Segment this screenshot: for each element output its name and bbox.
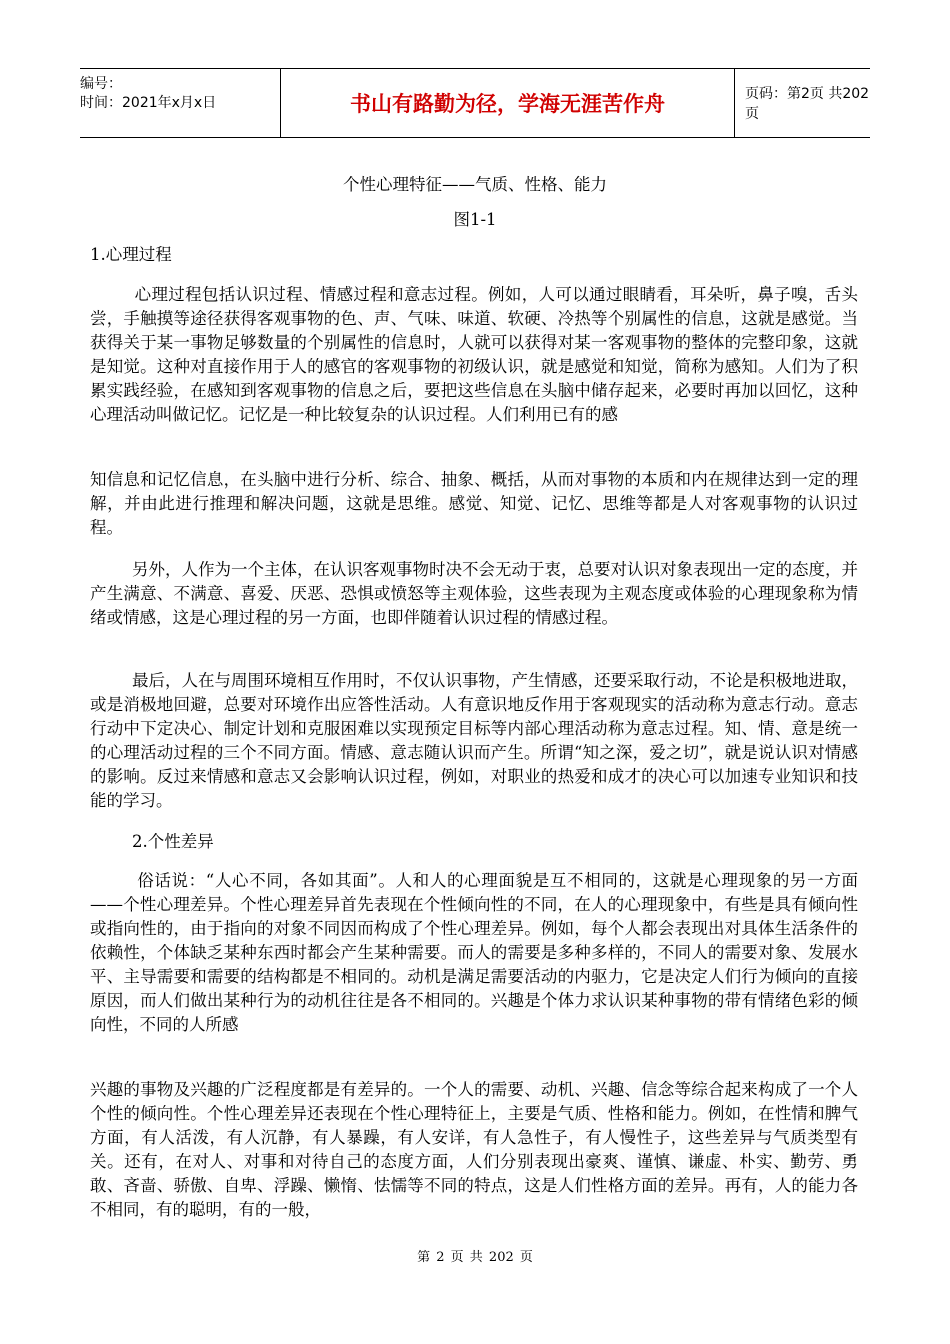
header-motto: 书山有路勤为径，学海无涯苦作舟 [350, 92, 665, 116]
paragraph: 另外，人作为一个主体，在认识客观事物时决不会无动于衷，总要对认识对象表现出一定的态度，并产生满意、不满意、喜爱、厌恶、恐惧或愤怒等主观体验，这些表现为主观态度或体验的心理现象称为情绪或情感，这是心理过程的另一方面，也即伴随着认识过程的情感过程。 [90, 560, 858, 627]
document-number: 编号： [80, 76, 122, 92]
section-heading-mental-process: 1.心理过程 [90, 245, 172, 264]
section-heading-individual-differences: 2.个性差异 [90, 832, 214, 851]
paragraph: 心理过程包括认识过程、情感过程和意志过程。例如，人可以通过眼睛看，耳朵听，鼻子嗅，舌头尝，手触摸等途径获得客观事物的色、声、气味、味道、软硬、冷热等个别属性的信息，这就是感觉。当获得关于某一事物足够数量的个别属性的信息时，人就可以获得对某一客观事物的整体的完整印象，这就是知觉。这种对直接作用于人的感官的客观事物的初级认识，就是感觉和知觉，简称为感知。人们为了积累实践经验，在感知到客观事物的信息之后，要把这些信息在头脑中储存起来，必要时再加以回忆，这种心理活动叫做记忆。记忆是一种比较复杂的认识过程。人们利用已有的感 [90, 285, 858, 424]
header-meta [80, 69, 280, 137]
document-title: 个性心理特征——气质、性格、能力 [343, 175, 607, 194]
figure-label: 图1-1 [453, 210, 497, 229]
document-date: 时间：2021年x月x日 [80, 95, 217, 111]
page-header [80, 68, 870, 138]
paragraph: 兴趣的事物及兴趣的广泛程度都是有差异的。一个人的需要、动机、兴趣、信念等综合起来构成了一个人个性的倾向性。个性心理差异还表现在个性心理特征上，主要是气质、性格和能力。例如，在性情和脾气方面，有人活泼，有人沉静，有人暴躁，有人安详，有人急性子，有人慢性子，这些差异与气质类型有关。还有，在对人、对事和对待自己的态度方面，人们分别表现出豪爽、谨慎、谦虚、朴实、勤劳、勇敢、吝啬、骄傲、自卑、浮躁、懒惰、怯懦等不同的特点，这是人们性格方面的差异。再有，人的能力各不相同，有的聪明，有的一般， [90, 1080, 858, 1219]
paragraph: 俗话说：“人心不同，各如其面”。人和人的心理面貌是互不相同的，这就是心理现象的另一方面——个性心理差异。个性心理差异首先表现在个性倾向性的不同，在人的心理现象中，有些是具有倾向性或指向性的，由于指向的对象不同因而构成了个性心理差异。例如，每个人都会表现出对具体生活条件的依赖性，个体缺乏某种东西时都会产生某种需要。而人的需要是多种多样的，不同人的需要对象、发展水平、主导需要和需要的结构都是不相同的。动机是满足需要活动的内驱力，它是决定人们行为倾向的直接原因，而人们做出某种行为的动机往往是各不相同的。兴趣是个体力求认识某种事物的带有情绪色彩的倾向性，不同的人所感 [90, 871, 858, 1034]
header-motto-cell [280, 69, 735, 137]
header-page-info: 页码：第2页 共202页 [745, 86, 870, 122]
paragraph: 最后，人在与周围环境相互作用时，不仅认识事物，产生情感，还要采取行动，不论是积极地进取，或是消极地回避，总要对环境作出应答性活动。人有意识地反作用于客观现实的活动称为意志行动。意志行动中下定决心、制定计划和克服困难以实现预定目标等内部心理活动称为意志过程。知、情、意是统一的心理活动过程的三个不同方面。情感、意志随认识而产生。所谓“知之深，爱之切”，就是说认识对情感的影响。反过来情感和意志又会影响认识过程，例如，对职业的热爱和成才的决心可以加速专业知识和技能的学习。 [90, 671, 858, 810]
page-footer: 第 2 页 共 202 页 [417, 1250, 533, 1265]
paragraph: 知信息和记忆信息，在头脑中进行分析、综合、抽象、概括，从而对事物的本质和内在规律达到一定的理解，并由此进行推理和解决问题，这就是思维。感觉、知觉、记忆、思维等都是人对客观事物的认识过程。 [90, 470, 858, 537]
